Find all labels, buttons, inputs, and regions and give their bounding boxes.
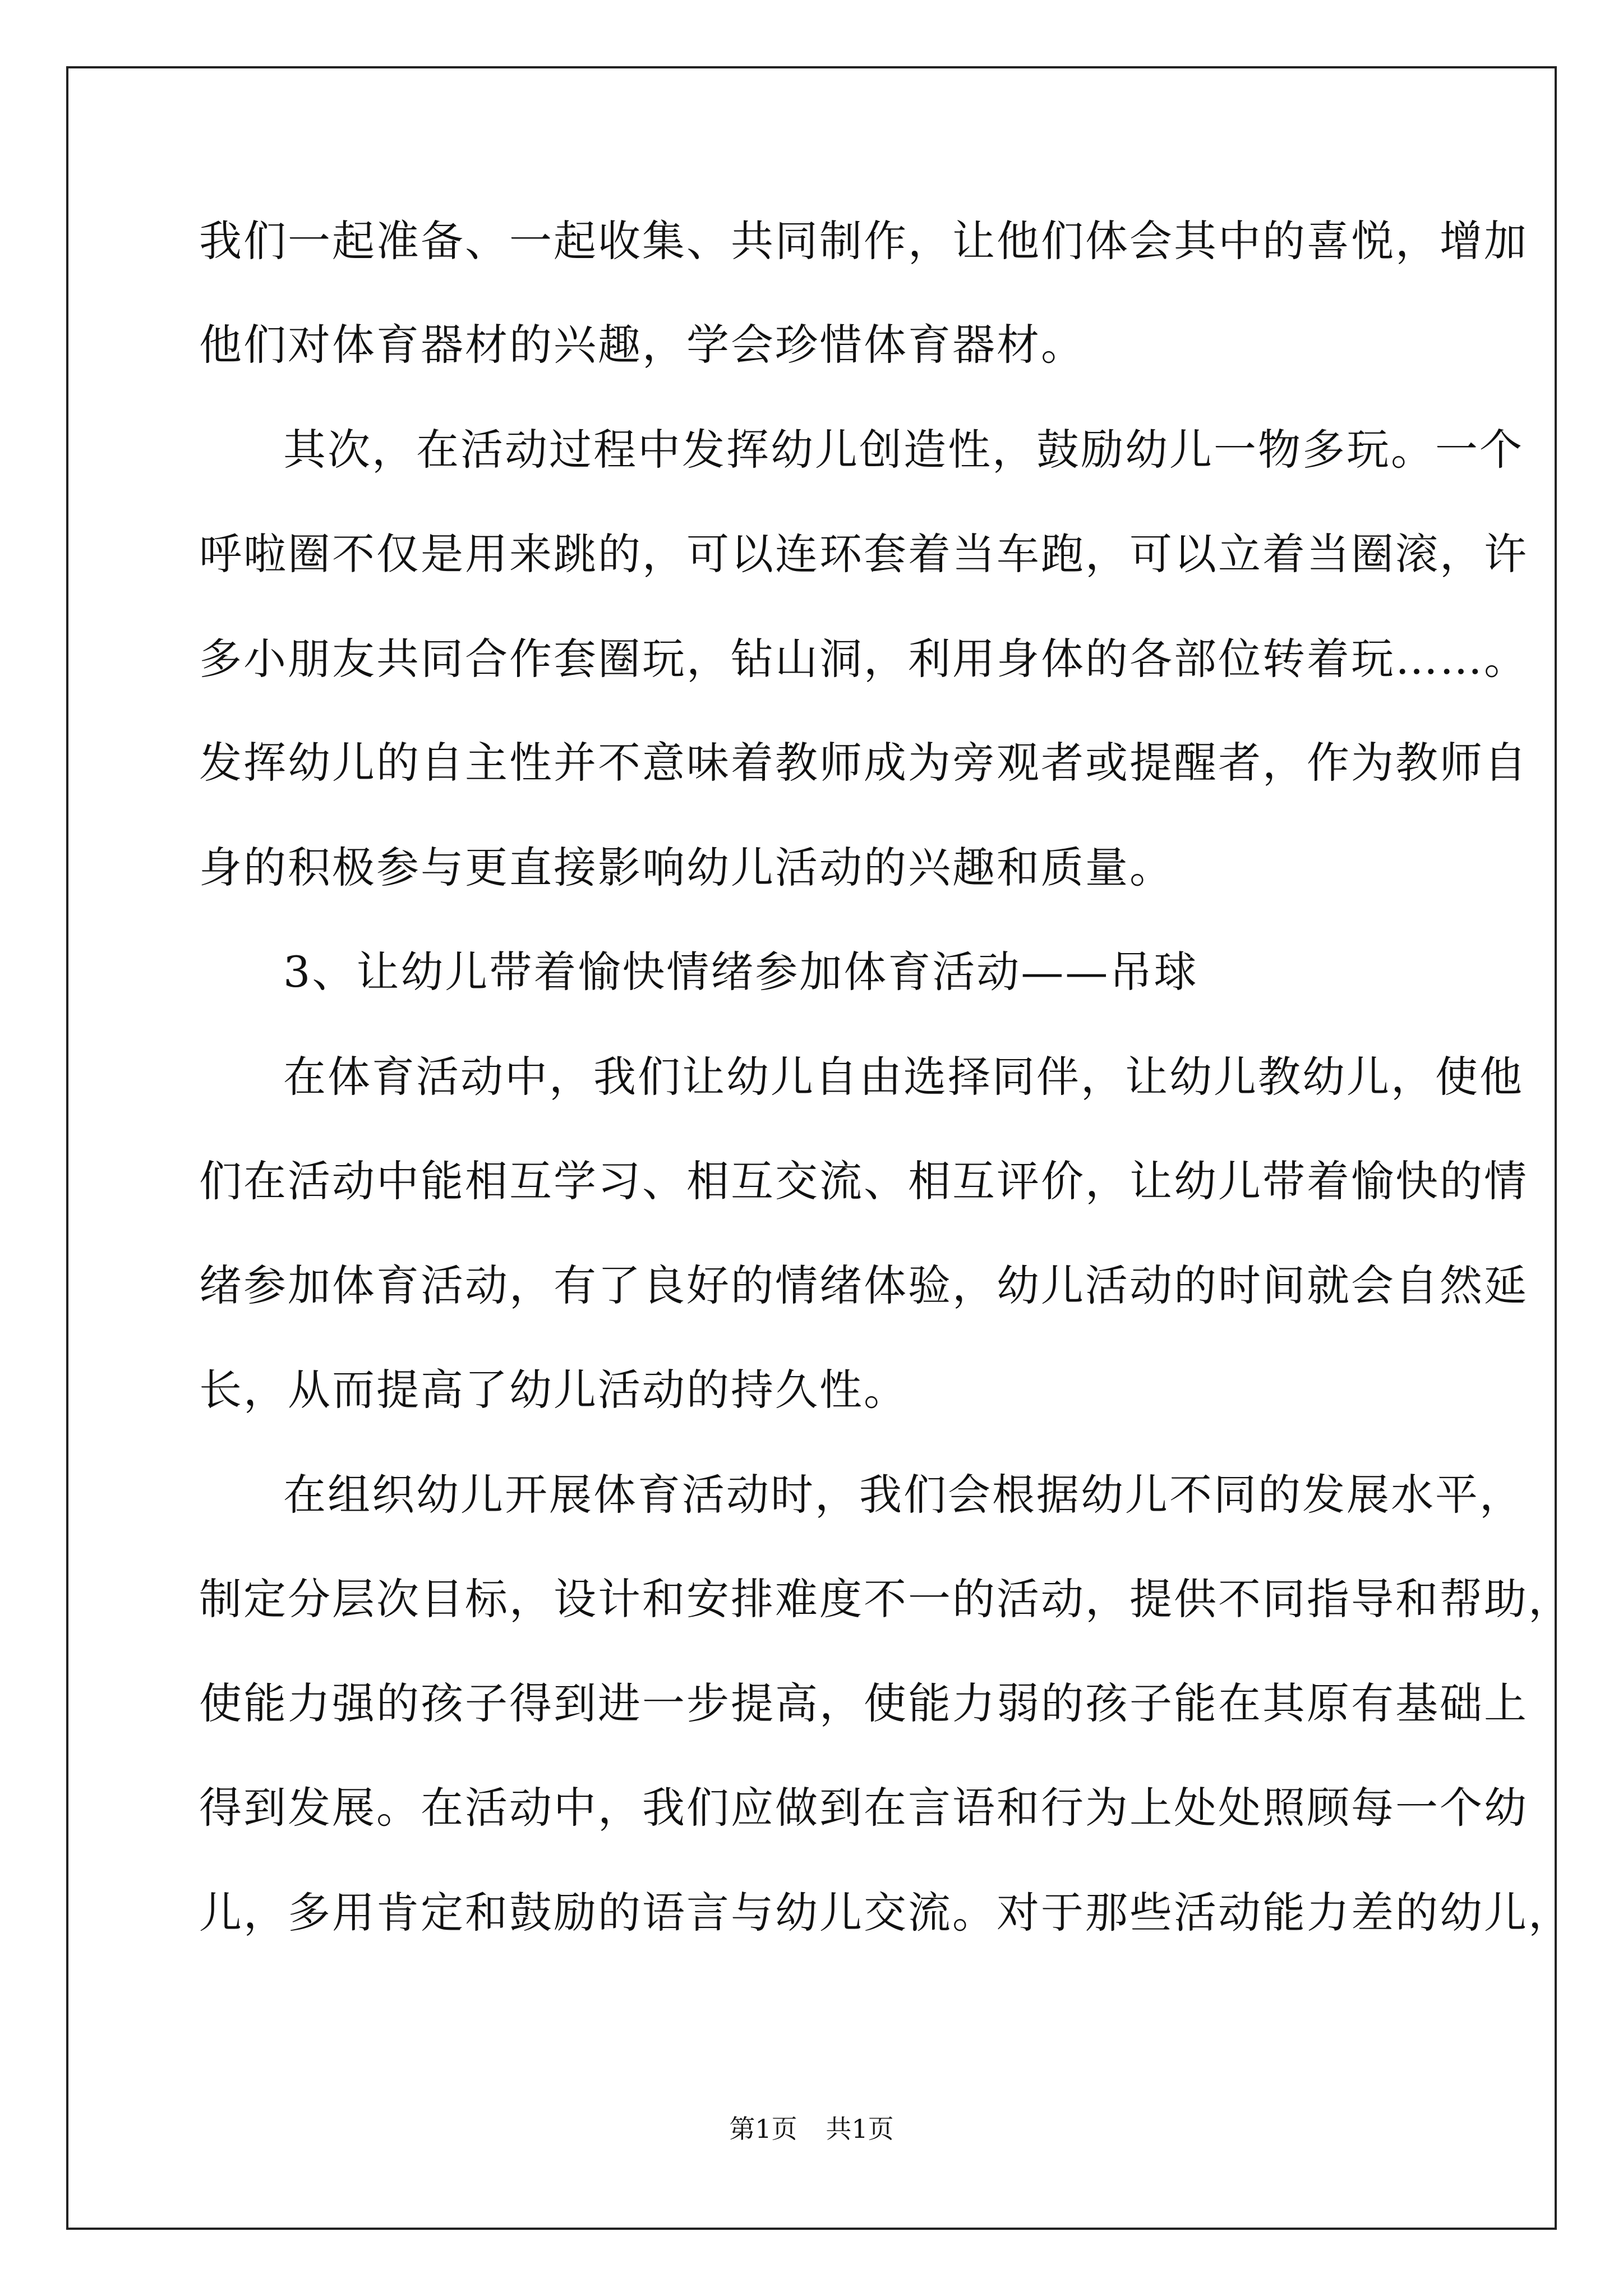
text-line: 使能力强的孩子得到进一步提高，使能力弱的孩子能在其原有基础上	[199, 1678, 1528, 1728]
page-number: 第1页	[729, 2114, 797, 2144]
text-line: 们在活动中能相互学习、相互交流、相互评价，让幼儿带着愉快的情	[199, 1156, 1528, 1206]
text-line: 身的积极参与更直接影响幼儿活动的兴趣和质量。	[199, 843, 1174, 892]
text-line: 发挥幼儿的自主性并不意味着教师成为旁观者或提醒者，作为教师自	[199, 738, 1528, 788]
paragraph-start: 在体育活动中，我们让幼儿自由选择同伴，让幼儿教幼儿，使他	[283, 1052, 1524, 1102]
paragraph-start: 在组织幼儿开展体育活动时，我们会根据幼儿不同的发展水平，	[283, 1470, 1524, 1520]
page-total: 共1页	[826, 2114, 894, 2144]
text-line: 多小朋友共同合作套圈玩，钻山洞，利用身体的各部位转着玩……。	[199, 634, 1528, 684]
text-line: 绪参加体育活动，有了良好的情绪体验，幼儿活动的时间就会自然延	[199, 1260, 1528, 1310]
text-line: 儿，多用肯定和鼓励的语言与幼儿交流。对于那些活动能力差的幼儿，	[199, 1888, 1573, 1938]
page-footer	[0, 2112, 1623, 2146]
section-heading: 3、让幼儿带着愉快情绪参加体育活动——吊球	[283, 947, 1198, 997]
text-line: 我们一起准备、一起收集、共同制作，让他们体会其中的喜悦，增加	[199, 216, 1528, 266]
text-line: 呼啦圈不仅是用来跳的，可以连环套着当车跑，可以立着当圈滚，许	[199, 529, 1528, 579]
paragraph-start: 其次，在活动过程中发挥幼儿创造性，鼓励幼儿一物多玩。一个	[283, 425, 1524, 475]
text-line: 制定分层次目标，设计和安排难度不一的活动，提供不同指导和帮助，	[199, 1574, 1573, 1624]
text-line: 他们对体育器材的兴趣，学会珍惜体育器材。	[199, 320, 1085, 370]
text-line: 得到发展。在活动中，我们应做到在言语和行为上处处照顾每一个幼	[199, 1783, 1528, 1833]
text-line: 长，从而提高了幼儿活动的持久性。	[199, 1365, 908, 1415]
